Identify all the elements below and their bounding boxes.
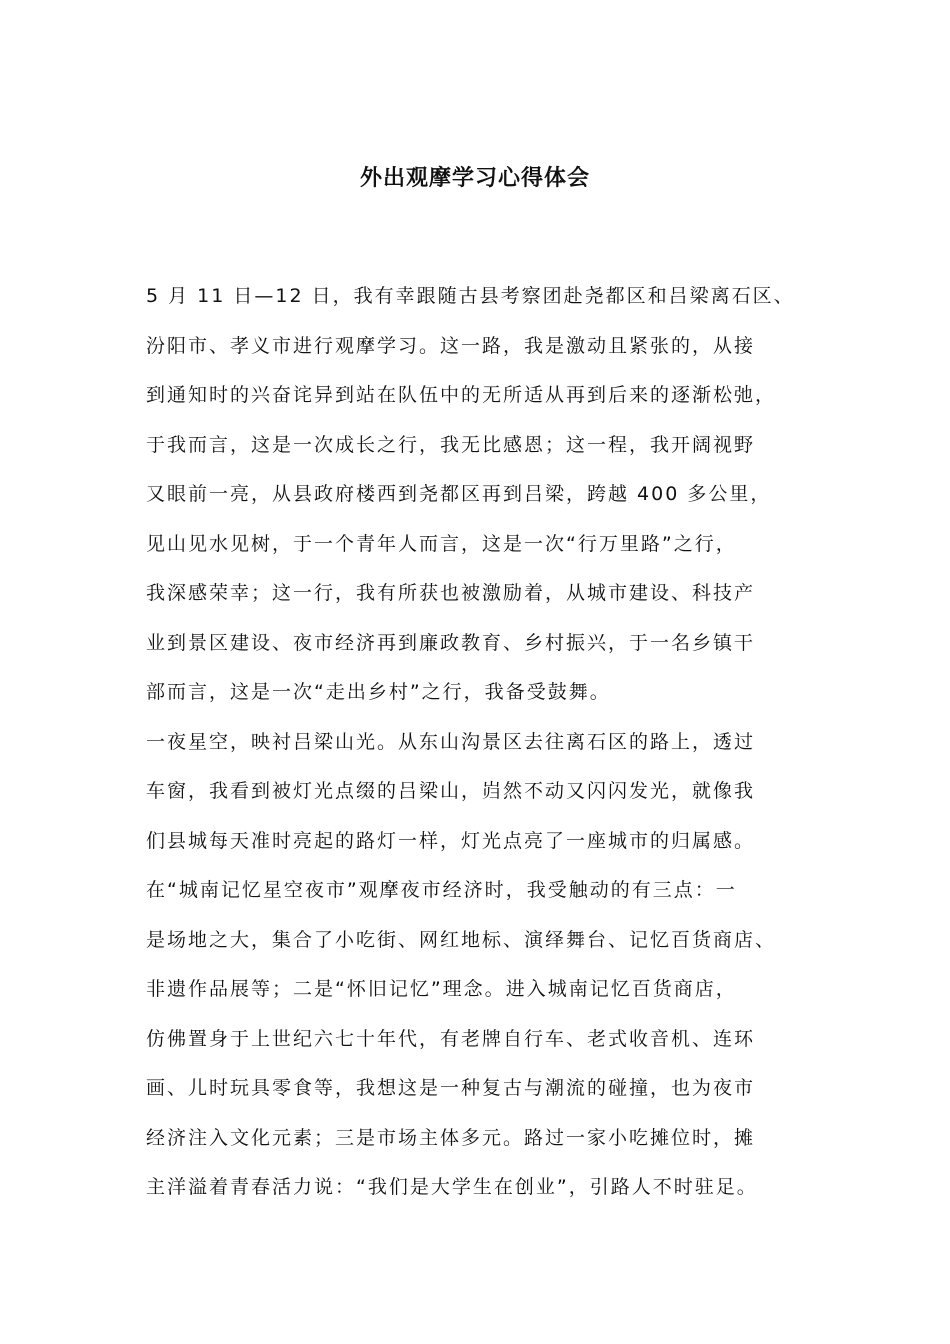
text-line: 部而言，这是一次“走出乡村”之行，我备受鼓舞。: [146, 681, 611, 703]
text-line: 业到景区建设、夜市经济再到廉政教育、乡村振兴，于一名乡镇干: [146, 631, 756, 654]
text-line: 非遗作品展等；二是“怀旧记忆”理念。进入城南记忆百货商店，: [146, 978, 737, 1000]
text-line: 见山见水见树，于一个青年人而言，这是一次“行万里路”之行，: [146, 532, 737, 555]
text-line: 是场地之大，集合了小吃街、网红地标、演绎舞台、记忆百货商店、: [146, 928, 777, 951]
text-line: 车窗，我看到被灯光点缀的吕梁山，岿然不动又闪闪发光，就像我: [146, 780, 756, 802]
text-line: 主洋溢着青春活力说：“我们是大学生在创业”，引路人不时驻足。: [146, 1176, 758, 1198]
text-line: 我深感荣幸；这一行，我有所获也被激励着，从城市建设、科技产: [146, 582, 756, 604]
text-line: 画、儿时玩具零食等，我想这是一种复古与潮流的碰撞，也为夜市: [146, 1077, 756, 1099]
document-body: [146, 280, 836, 1221]
text-line: 汾阳市、孝义市进行观摩学习。这一路，我是激动且紧张的，从接: [146, 334, 756, 357]
text-line: 一夜星空，映衬吕梁山光。从东山沟景区去往离石区的路上，透过: [146, 730, 756, 753]
text-line: 到通知时的兴奋诧异到站在队伍中的无所适从再到后来的逐渐松弛，: [146, 384, 777, 406]
text-line: 又眼前一亮，从县政府楼西到尧都区再到吕梁，跨越 400 多公里，: [146, 483, 772, 505]
document-title: 外出观摩学习心得体会: [359, 166, 590, 191]
text-line: 5 月 11 日—12 日，我有幸跟随古县考察团赴尧都区和吕梁离石区、: [146, 285, 795, 307]
text-line: 经济注入文化元素；三是市场主体多元。路过一家小吃摊位时，摊: [146, 1126, 756, 1149]
text-line: 在“城南记忆星空夜市”观摩夜市经济时，我受触动的有三点：一: [146, 879, 737, 901]
text-line: 于我而言，这是一次成长之行，我无比感恩；这一程，我开阔视野: [146, 433, 756, 456]
text-line: 仿佛置身于上世纪六七十年代，有老牌自行车、老式收音机、连环: [146, 1027, 756, 1050]
text-line: 们县城每天准时亮起的路灯一样，灯光点亮了一座城市的归属感。: [146, 829, 756, 852]
